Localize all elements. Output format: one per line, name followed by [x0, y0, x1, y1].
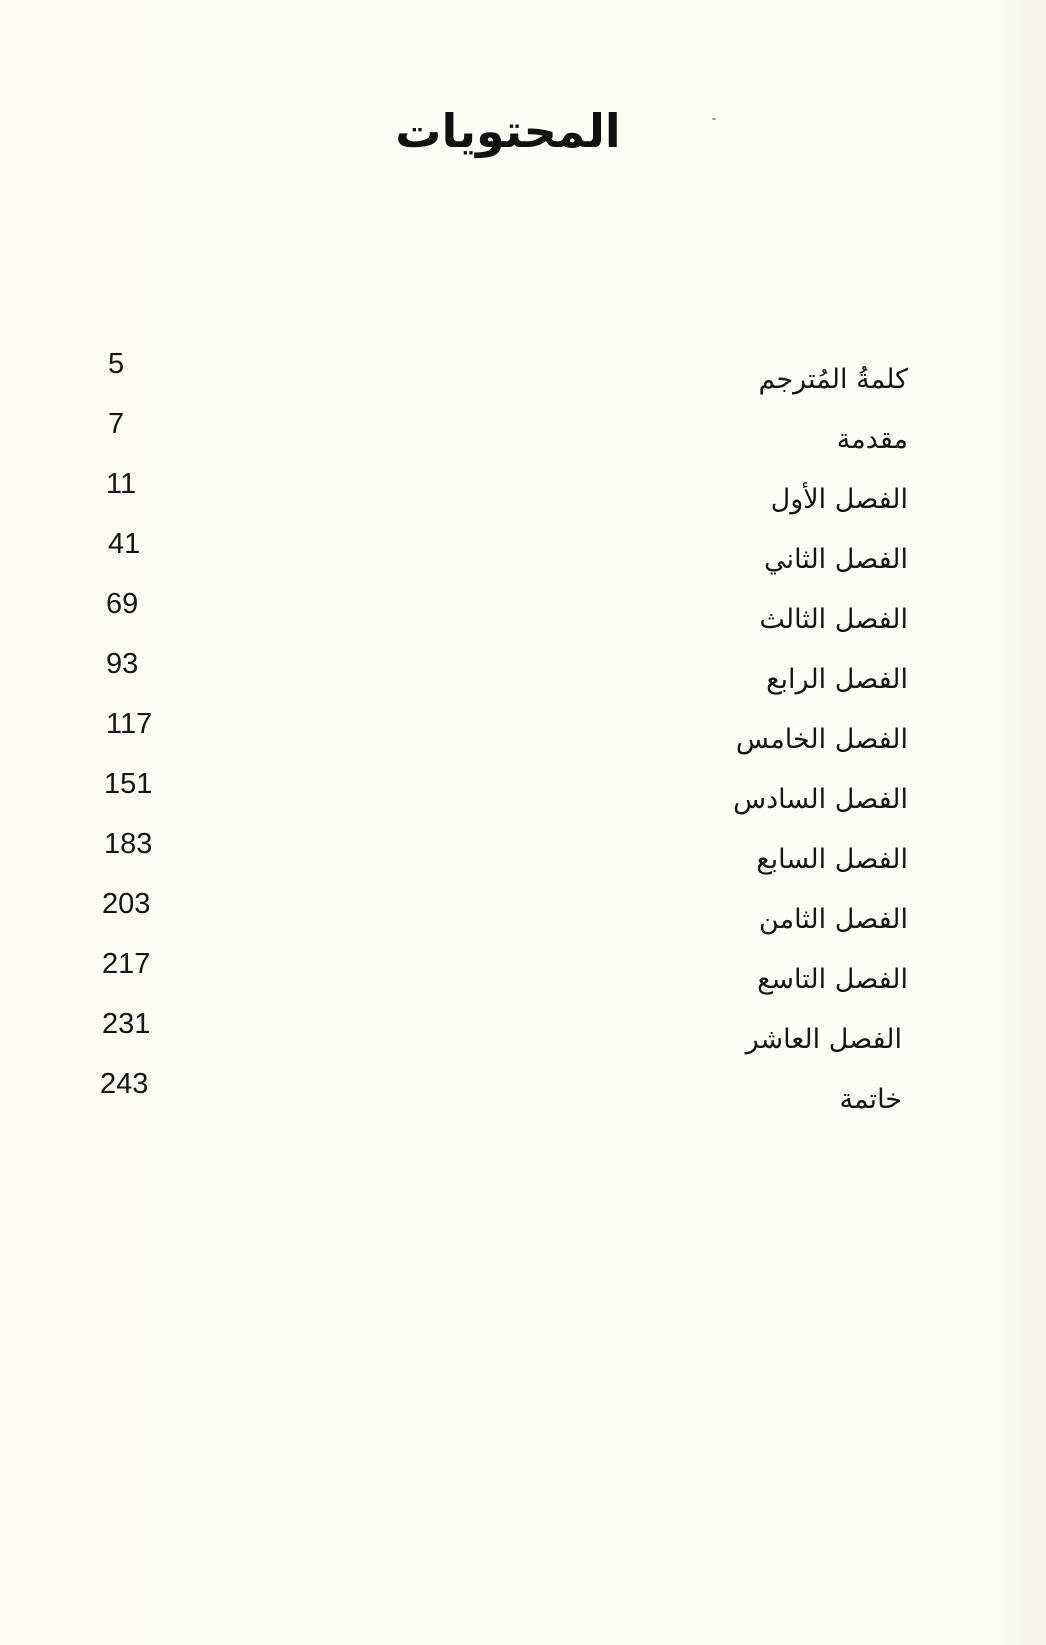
- toc-entry-page-number: 231: [102, 1008, 151, 1040]
- toc-entry: [0, 888, 1046, 964]
- toc-entry-label: الفصل التاسع: [757, 964, 908, 995]
- toc-entry: [0, 1008, 1046, 1084]
- toc-entry-page-number: 5: [108, 348, 125, 380]
- toc-entry-page-number: 151: [104, 768, 153, 800]
- toc-entry-label: كلمةُ المُترجم: [758, 364, 908, 395]
- toc-entry-label: خاتمة: [839, 1084, 902, 1115]
- toc-entry-page-number: 203: [102, 888, 151, 920]
- page-title: المحتويات: [395, 104, 621, 158]
- toc-entry: [0, 528, 1046, 604]
- toc-entry-label: مقدمة: [836, 424, 908, 455]
- toc-entry-label: الفصل الأول: [770, 484, 908, 515]
- toc-entry-label: الفصل الخامس: [735, 724, 908, 755]
- toc-entry: [0, 348, 1046, 424]
- toc-entry-label: الفصل الثامن: [759, 904, 908, 935]
- toc-entry: [0, 768, 1046, 844]
- toc-entry-page-number: 243: [100, 1068, 149, 1100]
- toc-entry: [0, 588, 1046, 664]
- toc-entry: [0, 468, 1046, 544]
- toc-entry-page-number: 217: [102, 948, 151, 980]
- toc-entry: [0, 828, 1046, 904]
- toc-entry-page-number: 69: [106, 588, 139, 620]
- toc-entry-label: الفصل السادس: [733, 784, 908, 815]
- toc-entry: [0, 948, 1046, 1024]
- toc-entry-page-number: 7: [108, 408, 125, 440]
- toc-entry-page-number: 117: [106, 708, 153, 740]
- toc-entry-page-number: 11: [106, 468, 137, 500]
- toc-entry-label: الفصل العاشر: [745, 1024, 902, 1055]
- toc-entry: [0, 708, 1046, 784]
- toc-entry-label: الفصل السابع: [756, 844, 908, 875]
- toc-entry: [0, 648, 1046, 724]
- toc-entry-page-number: 41: [108, 528, 141, 560]
- toc-entry-page-number: 183: [104, 828, 153, 860]
- toc-entry: [0, 1068, 1046, 1144]
- toc-entry: [0, 408, 1046, 484]
- toc-entry-label: الفصل الثاني: [764, 544, 908, 575]
- toc-entry-page-number: 93: [106, 648, 139, 680]
- toc-entry-label: الفصل الثالث: [759, 604, 908, 635]
- toc-entry-label: الفصل الرابع: [766, 664, 908, 695]
